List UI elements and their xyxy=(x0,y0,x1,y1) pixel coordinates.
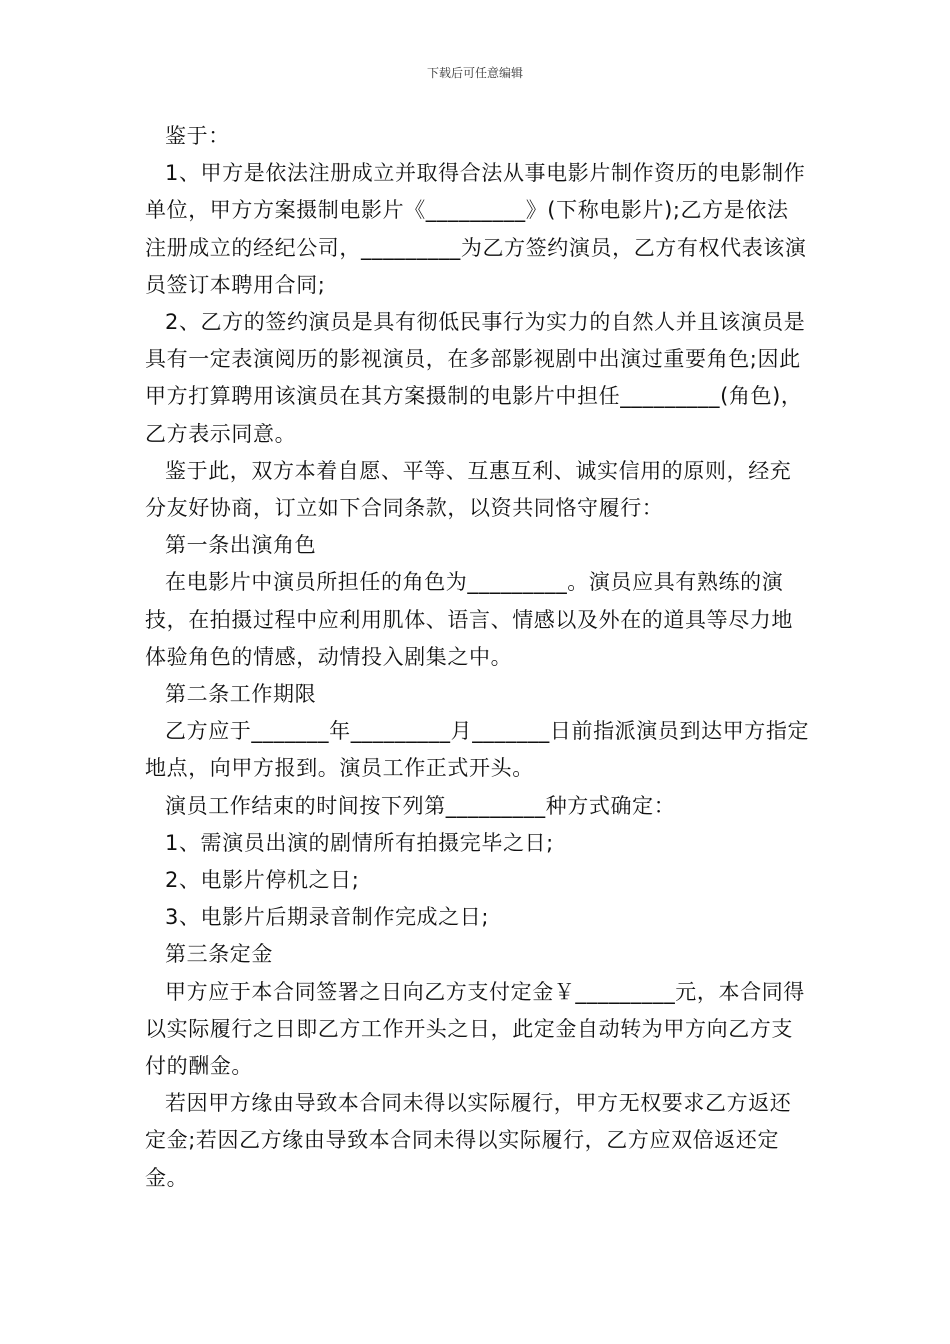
article-2-heading: 第二条工作期限 xyxy=(165,682,317,707)
article-3-heading: 第三条定金 xyxy=(165,942,273,967)
paragraph-recital-2: 2、乙方的签约演员是具有彻低民事行为实力的自然人并且该演员是具有一定表演阅历的影视演员，在多部影视剧中出演过重要角色;因此甲方打算聘用该演员在其方案摄制的电影片中担任_________(角色)，乙方表示同意。 xyxy=(145,310,806,446)
header-note: 下载后可任意编辑 xyxy=(426,66,523,80)
contract-body xyxy=(145,118,810,1197)
article-2-option-1: 1、需演员出演的剧情所有拍摄完毕之日; xyxy=(165,830,554,855)
article-2-option-2: 2、电影片停机之日; xyxy=(165,868,360,893)
article-2-option-3: 3、电影片后期录音制作完成之日; xyxy=(165,905,490,930)
paragraph-preamble: 鉴于： xyxy=(165,124,230,148)
article-1-heading: 第一条出演角色 xyxy=(165,533,317,558)
paragraph-agreement-intro: 鉴于此，双方本着自愿、平等、互惠互利、诚实信用的原则，经充分友好协商，订立如下合同条款，以资共同恪守履行： xyxy=(145,458,792,521)
paragraph-recital-1: 1、甲方是依法注册成立并取得合法从事电影片制作资历的电影制作单位，甲方方案摄制电影片《_________》(下称电影片);乙方是依法注册成立的经纪公司，_________为乙方签约演员，乙方有权代表该演员签订本聘用合同; xyxy=(145,161,807,297)
article-2-end-method: 演员工作结束的时间按下列第_________种方式确定： xyxy=(165,793,676,818)
article-3-body: 甲方应于本合同签署之日向乙方支付定金￥_________元，本合同得以实际履行之日即乙方工作开头之日，此定金自动转为甲方向乙方支付的酬金。 xyxy=(145,979,805,1079)
article-1-body: 在电影片中演员所担任的角色为_________。演员应具有熟练的演技，在拍摄过程中应利用肌体、语言、情感以及外在的道具等尽力地体验角色的情感，动情投入剧集之中。 xyxy=(145,570,793,669)
article-2-body: 乙方应于_______年_________月_______日前指派演员到达甲方指定地点，向甲方报到。演员工作正式开头。 xyxy=(145,719,810,781)
article-3-forfeit-clause: 若因甲方缘由导致本合同未得以实际履行，甲方无权要求乙方返还定金;若因乙方缘由导致本合同未得以实际履行，乙方应双倍返还定金。 xyxy=(145,1091,792,1190)
